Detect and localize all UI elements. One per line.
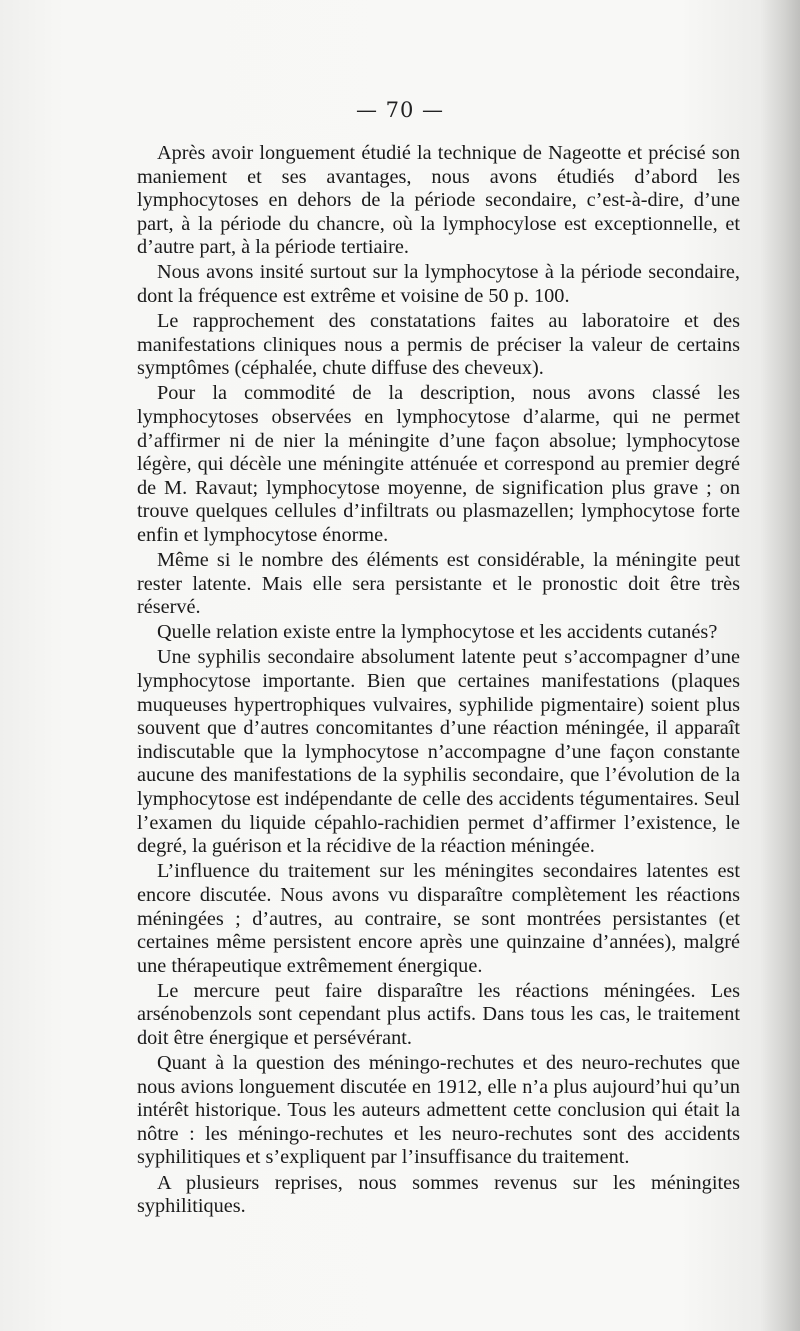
- paragraph: Même si le nombre des éléments est considérable, la méningite peut rester latente. Mais elle sera persistante et le pronostic doit être très réservé.: [137, 549, 740, 619]
- paragraph: Pour la commodité de la description, nous avons classé les lymphocytoses observées en lymphocytose d’alarme, qui ne permet d’affirmer ni de nier la méningite d’une façon absolue; lymphocytose légère, qui décèle une méningite atténuée et correspond au premier degré de M. Ravaut; lymphocytose moyenne, de signification plus grave ; on trouve quelques cellules d’infiltrats ou plasmazellen; lymphocytose forte enfin et lymphocytose énorme.: [137, 382, 740, 546]
- body-text: [137, 142, 740, 1220]
- paragraph: A plusieurs reprises, nous sommes revenus sur les méningites syphilitiques.: [137, 1171, 740, 1218]
- paragraph: Une syphilis secondaire absolument latente peut s’accompagner d’une lymphocytose importante. Bien que certaines manifestations (plaques muqueuses hypertrophiques vulvaires, syphilide pigmentaire) soient plus souvent que d’autres concomitantes d’une réaction méningée, il apparaît indiscutable que la lymphocytose n’accompagne d’une façon constante aucune des manifestations de la syphilis secondaire, que l’évolution de la lymphocytose est indépendante de celle des accidents tégumentaires. Seul l’examen du liquide cépahlo-rachidien permet d’affirmer l’existence, le degré, la guérison et la récidive de la réaction méningée.: [137, 646, 740, 858]
- paragraph: Le mercure peut faire disparaître les réactions méningées. Les arsénobenzols sont cependant plus actifs. Dans tous les cas, le traitement doit être énergique et persévérant.: [137, 979, 740, 1049]
- paragraph: Quant à la question des méningo-rechutes et des neuro-rechutes que nous avions longuement discutée en 1912, elle n’a plus aujourd’hui qu’un intérêt historique. Tous les auteurs admettent cette conclusion qui était la nôtre : les méningo-rechutes et les neuro-rechutes sont des accidents syphilitiques et s’expliquent par l’insuffisance du traitement.: [137, 1052, 740, 1169]
- paragraph: Nous avons insité surtout sur la lymphocytose à la période secondaire, dont la fréquence est extrême et voisine de 50 p. 100.: [137, 261, 740, 308]
- page-edge-shadow: [760, 0, 800, 1331]
- paragraph: Après avoir longuement étudié la technique de Nageotte et précisé son maniement et ses avantages, nous avons étudiés d’abord les lymphocytoses en dehors de la période secondaire, c’est-à-dire, d’une part, à la période du chancre, où la lymphocylose est exceptionnelle, et d’autre part, à la période tertiaire.: [137, 142, 740, 259]
- paragraph: L’influence du traitement sur les méningites secondaires latentes est encore discutée. Nous avons vu disparaître complètement les réactions méningées ; d’autres, au contraire, se sont montrées persistantes (et certaines même persistent encore après une quinzaine d’années), malgré une thérapeutique extrêmement énergique.: [137, 860, 740, 977]
- paragraph: Le rapprochement des constatations faites au laboratoire et des manifestations cliniques nous a permis de préciser la valeur de certains symptômes (céphalée, chute diffuse des cheveux).: [137, 310, 740, 380]
- page-number: — 70 —: [355, 98, 445, 122]
- paragraph: Quelle relation existe entre la lymphocytose et les accidents cutanés?: [157, 621, 718, 644]
